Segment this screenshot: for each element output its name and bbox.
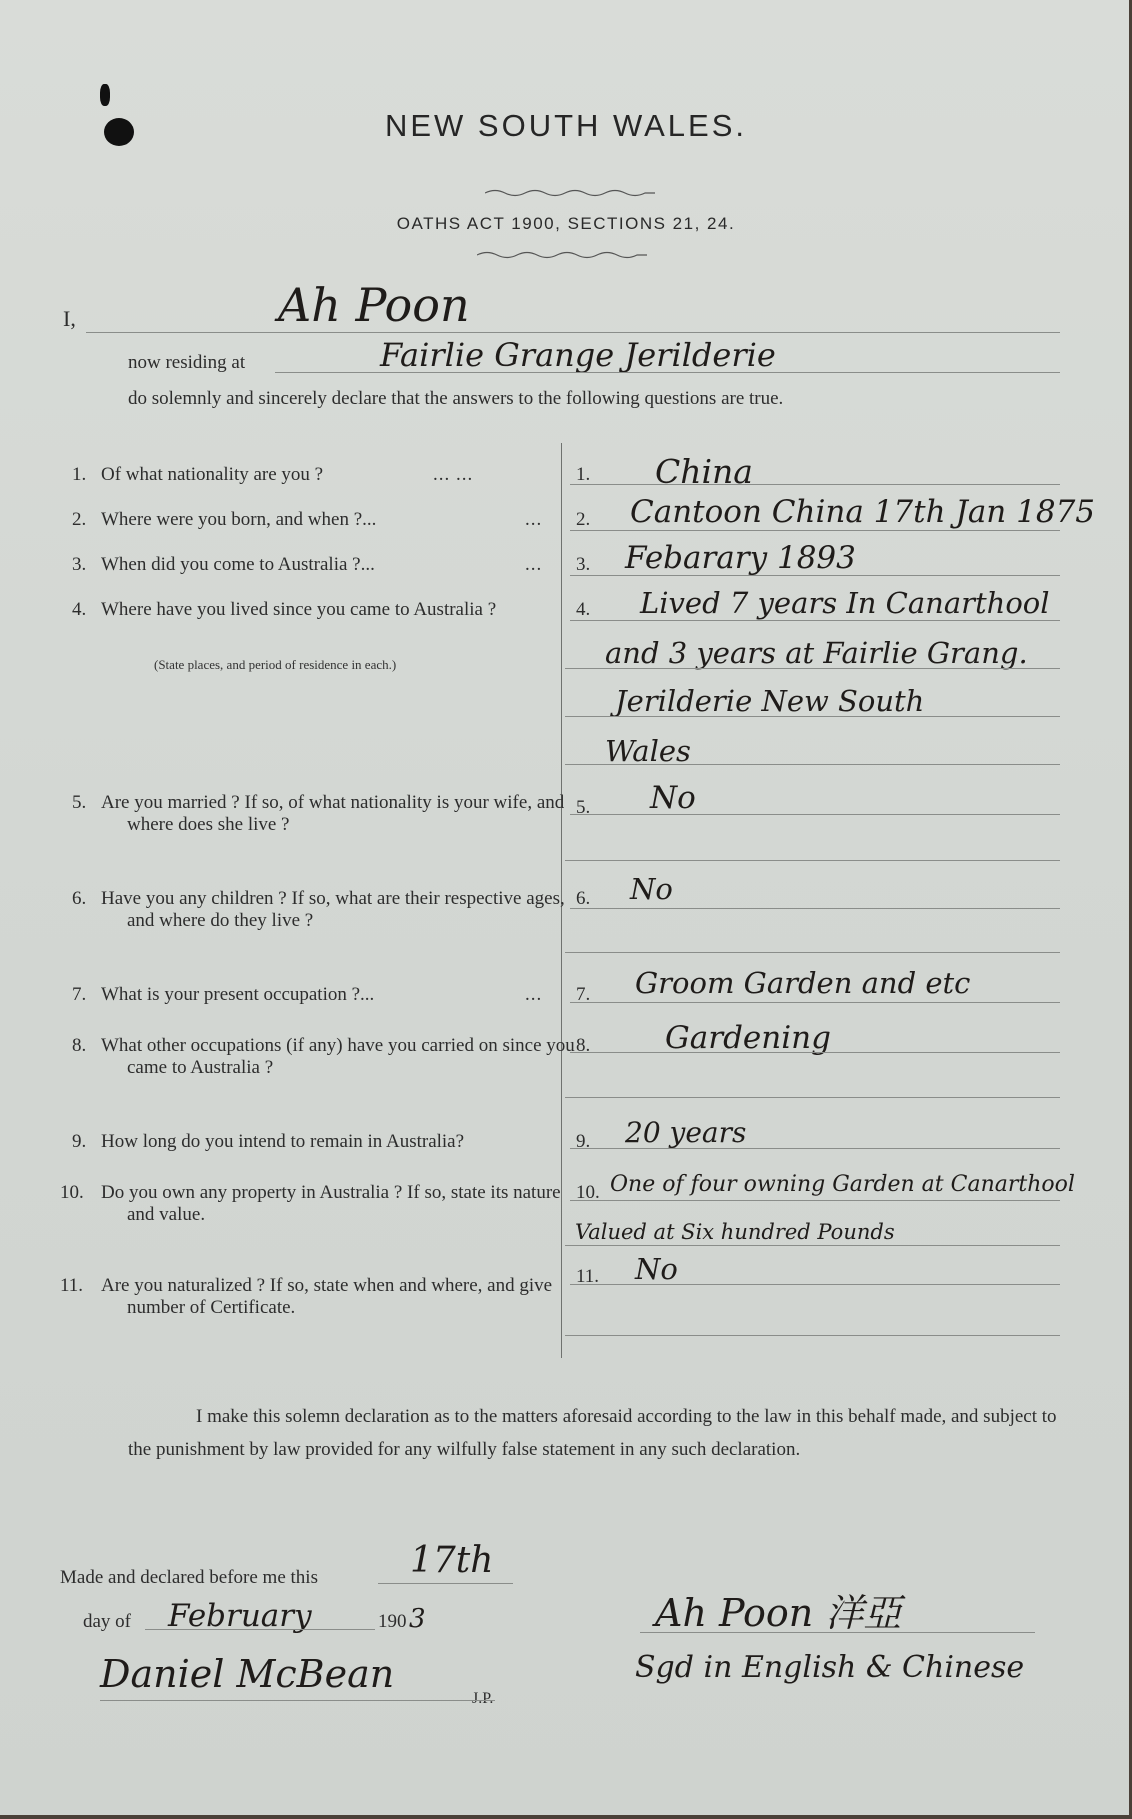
month-value: February	[168, 1598, 312, 1634]
answer-line	[565, 764, 1060, 765]
answer-text: No	[630, 872, 673, 906]
question-dots: ...	[525, 554, 543, 575]
question-number: 8.	[72, 1035, 87, 1056]
answer-number: 2.	[576, 509, 591, 530]
question-dots: ...	[525, 509, 543, 530]
declarant-signature: Ah Poon 洋亞	[655, 1591, 902, 1635]
residence-value: Fairlie Grange Jerilderie	[380, 336, 776, 374]
answer-line	[570, 1002, 1060, 1003]
question-number: 4.	[72, 599, 87, 620]
act-reference: OATHS ACT 1900, SECTIONS 21, 24.	[396, 214, 736, 233]
answer-line	[565, 952, 1060, 953]
answer-number: 4.	[576, 599, 591, 620]
question-number: 7.	[72, 984, 87, 1005]
declarant-note: Sgd in English & Chinese	[635, 1650, 1025, 1685]
residing-label: now residing at	[128, 352, 246, 373]
answer-line	[570, 620, 1060, 621]
question-number: 6.	[72, 888, 87, 909]
made-declared-label: Made and declared before me this	[60, 1567, 318, 1588]
question-number: 11.	[60, 1275, 84, 1296]
answer-text: Groom Garden and etc	[635, 966, 971, 1000]
question-text: Are you naturalized ? If so, state when and where, and give number of Certificate.	[101, 1275, 553, 1318]
jp-signature: Daniel McBean	[100, 1652, 395, 1696]
answer-text: Febarary 1893	[625, 540, 856, 576]
answer-number: 7.	[576, 984, 591, 1005]
answer-line	[565, 668, 1060, 669]
answer-line	[565, 1245, 1060, 1246]
question-text: Where were you born, and when ?...	[101, 509, 377, 530]
answer-text: 20 years	[625, 1116, 747, 1149]
question-text: What other occupations (if any) have you carried on since you came to Australia ?	[101, 1035, 575, 1078]
question-number: 9.	[72, 1131, 87, 1152]
title-flourish	[485, 188, 655, 198]
question-text: Do you own any property in Australia ? If so, state its nature and value.	[101, 1182, 561, 1225]
answer-number: 3.	[576, 554, 591, 575]
answer-line	[565, 1097, 1060, 1098]
act-flourish	[477, 250, 647, 260]
day-of-label: day of	[83, 1611, 132, 1632]
answer-text: Cantoon China 17th Jan 1875	[630, 494, 1096, 530]
question-text: When did you come to Australia ?...	[101, 554, 375, 575]
question-dots: ...	[525, 984, 543, 1005]
answer-number: 5.	[576, 797, 591, 818]
question-text: How long do you intend to remain in Australia?	[101, 1131, 465, 1152]
answer-number: 10.	[576, 1182, 600, 1203]
question-number: 3.	[72, 554, 87, 575]
answer-text: One of four owning Garden at Canarthool	[610, 1172, 1075, 1197]
question-text: Have you any children ? If so, what are their respective ages, and where do they live ?	[101, 888, 565, 931]
answer-line	[570, 1200, 1060, 1201]
answer-text: Wales	[605, 734, 691, 768]
question-number: 1.	[72, 464, 87, 485]
name-line	[86, 332, 1060, 333]
answer-line	[565, 860, 1060, 861]
answer-text: Jerilderie New South	[615, 684, 925, 718]
answer-line	[570, 575, 1060, 576]
answer-text: Lived 7 years In Canarthool	[640, 586, 1050, 620]
question-number: 2.	[72, 509, 87, 530]
answer-line	[570, 1284, 1060, 1285]
year-prefix: 190	[378, 1611, 407, 1632]
answer-text: No	[635, 1252, 678, 1286]
question-dots: ... ...	[433, 464, 474, 485]
jp-line	[100, 1700, 495, 1701]
answer-line	[570, 1052, 1060, 1053]
question-note: (State places, and period of residence in each.)	[154, 657, 397, 672]
answer-number: 8.	[576, 1035, 591, 1056]
question-text: Are you married ? If so, of what nationality is your wife, and where does she live ?	[101, 792, 565, 835]
question-text: Where have you lived since you came to Australia ?	[101, 599, 497, 620]
answer-line	[565, 716, 1060, 717]
question-number: 5.	[72, 792, 87, 813]
answer-text: Valued at Six hundred Pounds	[575, 1220, 895, 1244]
day-value: 17th	[410, 1540, 494, 1581]
answer-line	[570, 484, 1060, 485]
answer-number: 9.	[576, 1131, 591, 1152]
answer-line	[570, 908, 1060, 909]
declare-text: do solemnly and sincerely declare that the answers to the following questions are true.	[128, 388, 784, 409]
residence-line	[275, 372, 1060, 373]
question-text: Of what nationality are you ?	[101, 464, 324, 485]
declarant-line	[640, 1632, 1035, 1633]
declarant-name: Ah Poon	[278, 278, 470, 332]
answer-text: and 3 years at Fairlie Grang.	[605, 636, 1028, 670]
jp-suffix: J.P.	[472, 1690, 494, 1707]
answer-number: 6.	[576, 888, 591, 909]
day-line	[378, 1583, 513, 1584]
question-text: What is your present occupation ?...	[101, 984, 375, 1005]
answer-number: 1.	[576, 464, 591, 485]
answer-number: 11.	[576, 1266, 600, 1287]
ink-stain-small	[100, 84, 110, 106]
month-line	[145, 1629, 375, 1630]
answer-line	[565, 1335, 1060, 1336]
answer-line	[570, 1148, 1060, 1149]
answer-text: China	[655, 452, 753, 491]
form-title: NEW SOUTH WALES.	[384, 108, 748, 143]
i-label: I,	[63, 306, 76, 331]
question-number: 10.	[60, 1182, 84, 1203]
answer-text: No	[650, 780, 696, 816]
answer-line	[570, 814, 1060, 815]
answer-text: Gardening	[665, 1020, 831, 1056]
year-suffix: 3	[409, 1604, 426, 1634]
answer-line	[570, 530, 1060, 531]
declaration-text: I make this solemn declaration as to the matters aforesaid according to the law in this behalf made, and subject to the punishment by law provided for any wilfully false statement in any such declaration.	[128, 1406, 1057, 1460]
